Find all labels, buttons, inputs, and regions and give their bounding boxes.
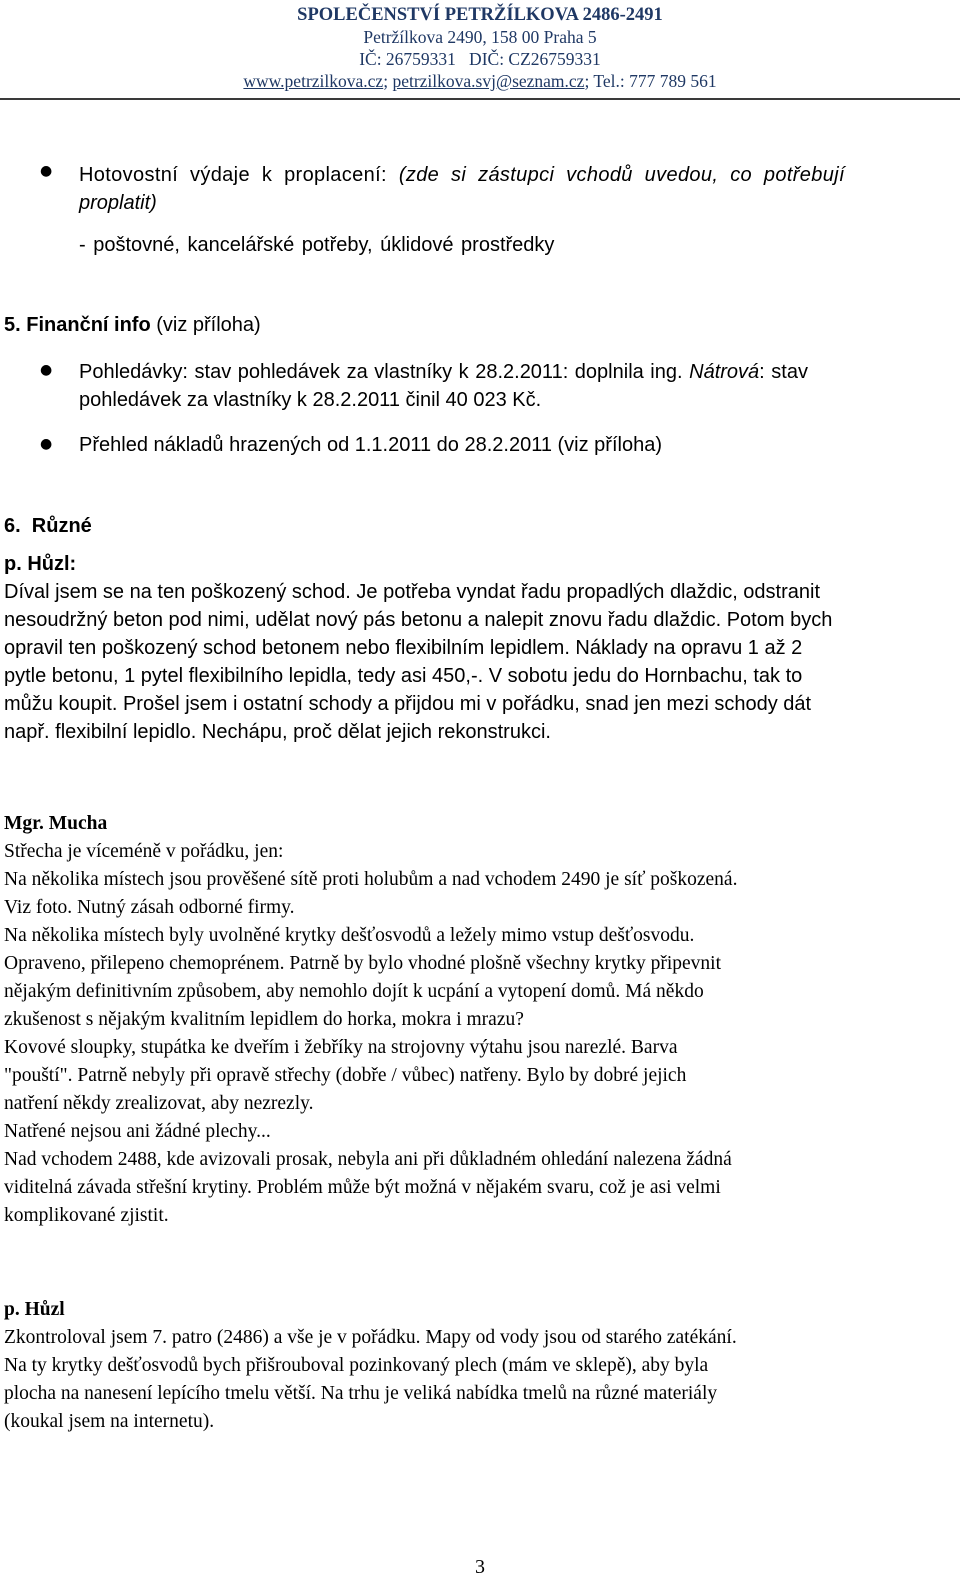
section-5-note: (viz příloha) [150,314,261,336]
section-5-title: 5. Finanční info [4,314,151,336]
website-link[interactable]: www.petrzilkova.cz [243,71,384,91]
report-line: Natřené nejsou ani žádné plechy... [4,1121,271,1142]
report-line: viditelná závada střešní krytiny. Problém může být možná v nějakém svaru, což je asi velmi [4,1177,721,1198]
section-5-heading [4,311,261,339]
report-line: plocha na nanesení lepícího tmelu větší. Na trhu je veliká nabídka tmelů na různé materiály [4,1383,718,1404]
report-line: Kovové sloupky, stupátka ke dveřím i žebříky na strojovny výtahu jsou narezlé. Barva [4,1037,678,1058]
cash-expenses-line1 [79,161,945,189]
bullet-icon: ● [40,163,53,179]
report-line: Zkontroloval jsem 7. patro (2486) a vše je v pořádku. Mapy od vody jsou od starého zatékání. [4,1327,737,1348]
report-line: (koukal jsem na internetu). [4,1411,215,1432]
bullet-icon: ● [40,362,53,378]
accountant-name: Nátrová [689,361,760,383]
report-line: Na ty krytky dešťosvodů bych přišrouboval pozinkovaný plech (mám ve sklepě), aby byla [4,1355,709,1376]
email-link[interactable]: petrzilkova.svj@seznam.cz [392,71,585,91]
finance-item-costs: Přehled nákladů hrazených od 1.1.2011 do 28.2.2011 (viz příloha) [79,434,662,456]
report-line: Nad vchodem 2488, kde avizovali prosak, nebyla ani při důkladném ohledání nalezena žádná [4,1149,732,1170]
letterhead [0,4,960,92]
mucha-report [4,810,944,1230]
report-line: Díval jsem se na ten poškozený schod. Je potřeba vyndat řadu propadlých dlaždic, odstranit [4,581,821,603]
header-divider [0,98,960,100]
speaker-name: p. Hůzl: [4,553,77,575]
cash-expenses-note-continued: proplatit) [79,192,157,214]
section-6-heading: 6. Různé [4,515,92,537]
receivables-text: Pohledávky: stav pohledávek za vlastníky k 28.2.2011: doplnila ing. [79,361,683,383]
page-number: 3 [475,1556,485,1578]
finance-item-receivables [79,358,945,414]
receivables-line1 [79,358,945,386]
receivables-text-end: : stav [759,361,808,383]
report-line: zkušenost s nějakým kvalitním lepidlem do horka, mokra i mrazu? [4,1009,524,1030]
organization-name: SPOLEČENSTVÍ PETRŽÍLKOVA 2486-2491 [297,5,663,25]
phone-number: ; Tel.: 777 789 561 [584,71,717,91]
speaker-name: Mgr. Mucha [4,813,108,834]
bullet-icon: ● [40,436,53,452]
report-line: opravil ten poškozený schod betonem nebo flexibilním lepidlem. Náklady na opravu 1 až 2 [4,637,803,659]
report-line: nějakým definitivním způsobem, aby nemohlo dojít k ucpání a vytopení domů. Má někdo [4,981,704,1002]
report-line: Střecha je víceméně v pořádku, jen: [4,841,284,862]
report-line: např. flexibilní lepidlo. Nechápu, proč dělat jejich rekonstrukci. [4,721,551,743]
speaker-name: p. Hůzl [4,1299,65,1320]
report-line: natření někdy zrealizovat, aby nezrezly. [4,1093,314,1114]
huzl-report-2 [4,1296,944,1436]
report-line: "pouští". Patrně nebyly při opravě střechy (dobře / vůbec) natřeny. Bylo by dobré jejich [4,1065,687,1086]
receivables-line2: pohledávek za vlastníky k 28.2.2011 činil 40 023 Kč. [79,389,542,411]
huzl-report-1 [4,550,944,746]
cash-expenses-note: (zde si zástupci vchodů uvedou, co potřebují [398,164,845,186]
report-line: Na několika místech byly uvolněné krytky dešťosvodů a ležely mimo vstup dešťosvodu. [4,925,695,946]
contact-separator: ; [383,71,393,91]
cash-expenses-item [79,161,945,217]
report-line: Viz foto. Nutný zásah odborné firmy. [4,897,295,918]
organization-address: Petržílkova 2490, 158 00 Praha 5 [363,27,597,47]
report-line: Na několika místech jsou prověšené sítě proti holubům a nad vchodem 2490 je síť poškozená. [4,869,738,890]
report-line: můžu koupit. Prošel jsem i ostatní schody a přijdou mi v pořádku, snad jen mezi schody dát [4,693,812,715]
report-line: Opraveno, přilepeno chemoprénem. Patrně by bylo vhodné plošně všechny krytky připevnit [4,953,721,974]
organization-ids: IČ: 26759331 DIČ: CZ26759331 [359,49,601,69]
cash-expenses-label: Hotovostní výdaje k proplacení: [79,164,387,186]
report-line: komplikované zjistit. [4,1205,169,1226]
report-line: pytle betonu, 1 pytel flexibilního lepidla, tedy asi 450,-. V sobotu jedu do Hornbachu, tak to [4,665,803,687]
organization-contacts [0,70,960,92]
cash-expenses-subitem: - poštovné, kancelářské potřeby, úklidové prostředky [79,234,555,256]
report-line: nesoudržný beton pod nimi, udělat nový pás betonu a nalepit znovu řadu dlaždic. Potom bych [4,609,833,631]
